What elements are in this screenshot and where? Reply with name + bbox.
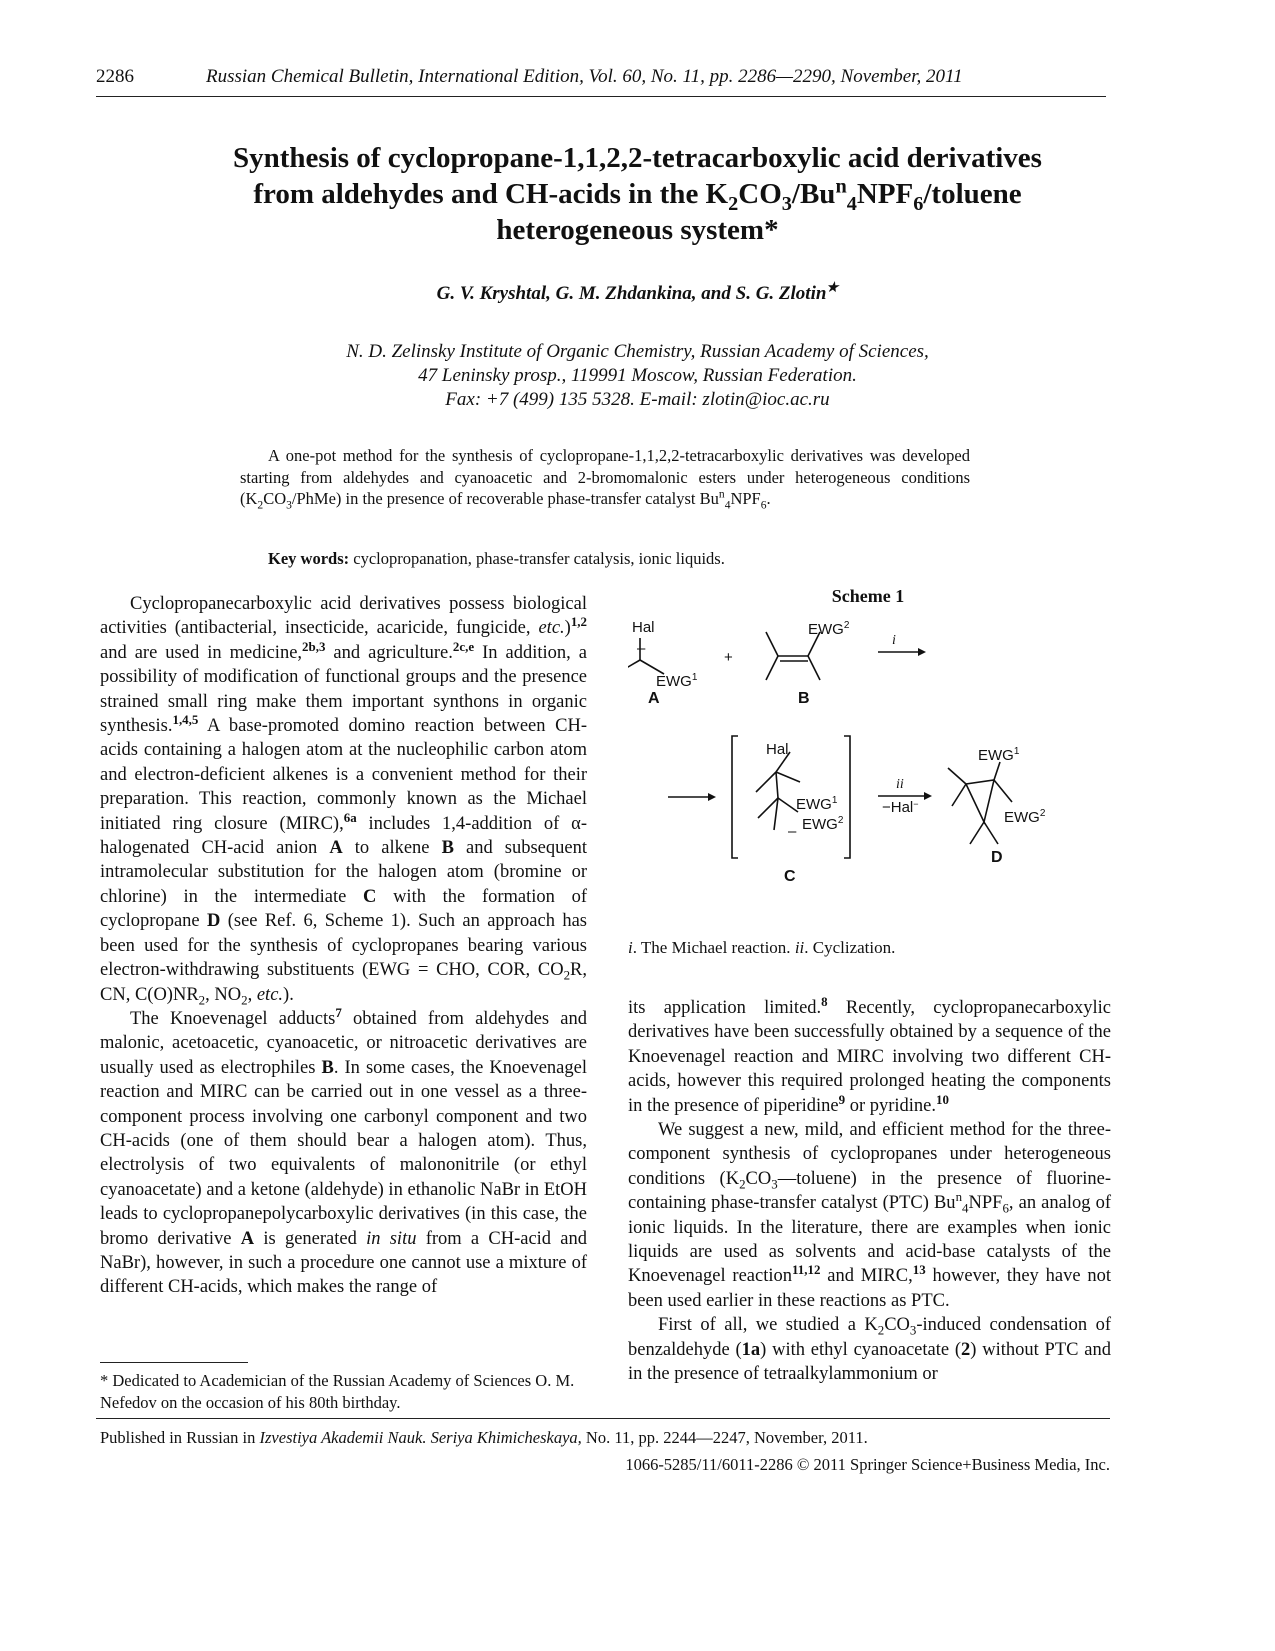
label-hal: Hal xyxy=(632,619,655,636)
journal-citation: Russian Chemical Bulletin, International Edition, Vol. 60, No. 11, pp. 2286—2290, November, 2011 xyxy=(206,66,963,87)
compound-label-a: A xyxy=(648,690,660,707)
step-i-label: i xyxy=(892,633,896,648)
cyclopropane-ring xyxy=(966,780,994,822)
published-note: Published in Russian in Izvestiya Akademii Nauk. Seriya Khimicheskaya, No. 11, pp. 2244—2247, November, 2011. xyxy=(100,1428,868,1447)
minus-hal-label: −Hal− xyxy=(882,799,919,816)
label-ewg2: EWG$^2$ xyxy=(808,620,850,638)
copyright-line: 1066-5285/11/6011-2286 © 2011 Springer Science+Business Media, Inc. xyxy=(625,1455,1110,1474)
abstract: A one-pot method for the synthesis of cyclopropane-1,1,2,2-tetracarboxylic derivatives was developed starting from aldehydes and cyanoacetic and 2-bromomalonic esters under heterogeneous conditions $(K_2CO_3/PhMe)$ in the presence of recoverable phase-transfer catalyst $Bu^n_4NPF_6$. xyxy=(240,446,970,512)
plus-sign: + xyxy=(724,649,733,666)
arrow-head xyxy=(708,793,716,801)
compound-label-d: D xyxy=(991,849,1003,866)
bond xyxy=(970,822,984,844)
author-list: G. V. Kryshtal, G. M. Zhdankina, and S. G. Zlotin★ xyxy=(436,279,839,304)
bond xyxy=(778,798,798,812)
paragraph: The Knoevenagel adducts$^7$ obtained from aldehydes and malonic, acetoacetic, cyanoacetic, or nitroacetic derivatives are usually used as electrophiles B. In some cases, the Knoevenagel reaction and MIRC can be carried out in one vessel as a three-component process involving one carbonyl component and two CH-acids (one of them should bear a halogen atom). Thus, electrolysis of two equivalents of malononitrile (or ethyl cyanoacetate) and a ketone (aldehyde) in ethanolic NaBr in EtOH leads to cyclopropanepolycarboxylic derivatives (in this case, the bromo derivative A is generated in situ from a CH-acid and NaBr), however, in such a procedure one cannot use a mixture of different CH-acids, which makes the range of xyxy=(100,1004,587,1298)
charge-minus: – xyxy=(788,823,797,840)
bond xyxy=(948,768,966,784)
label-ewg1: EWG$^1$ xyxy=(796,795,838,813)
label-ewg1: EWG$^1$ xyxy=(978,746,1020,764)
bond xyxy=(640,660,664,674)
bond xyxy=(952,784,966,806)
bracket-right xyxy=(844,736,850,858)
label-ewg1: EWG$^1$ xyxy=(656,672,698,690)
bond xyxy=(758,798,778,818)
label-ewg2: EWG$^2$ xyxy=(802,815,844,833)
label-ewg2: EWG$^2$ xyxy=(1004,808,1046,826)
paragraph: its application limited.$^8$ Recently, cyclopropanecarboxylic derivatives have been successfully obtained by a sequence of the Knoevenagel reaction and MIRC involving two different CH-acids, however this required prolonged heating the components in the presence of piperidine$^9$ or pyridine.$^{10}$ xyxy=(628,993,1111,1116)
bond xyxy=(776,772,778,798)
title-line-3: heterogeneous system* xyxy=(496,214,779,246)
paragraph: First of all, we studied a $K_2CO_3$-induced condensation of benzaldehyde (1a) with ethyl cyanoacetate (2) without PTC and in the presence of tetraalkylammonium or xyxy=(628,1315,1111,1385)
scheme-caption: i. The Michael reaction. ii. Cyclization. xyxy=(628,938,896,957)
bond xyxy=(766,632,778,656)
bond xyxy=(774,798,778,830)
left-column xyxy=(100,592,587,1300)
title-line-1: Synthesis of cyclopropane-1,1,2,2-tetracarboxylic acid derivatives xyxy=(233,142,1042,174)
title-line-2: from aldehydes and CH-acids in the $K_2CO_3/Bu^n_4NPF_6$/toluene xyxy=(253,175,1022,215)
arrow-head xyxy=(924,792,932,800)
right-column xyxy=(628,993,1112,1387)
scheme-title: Scheme 1 xyxy=(831,586,905,606)
bond xyxy=(766,656,778,680)
bond xyxy=(994,780,1012,802)
affiliation-line: N. D. Zelinsky Institute of Organic Chemistry, Russian Academy of Sciences, xyxy=(346,341,929,362)
scheme-1 xyxy=(628,586,1108,966)
page-number: 2286 xyxy=(96,66,134,87)
bond xyxy=(994,762,1000,780)
bond xyxy=(776,772,800,782)
compound-label-b: B xyxy=(798,690,810,707)
label-hal: Hal xyxy=(766,741,789,758)
keywords: Key words: cyclopropanation, phase-transfer catalysis, ionic liquids. xyxy=(268,549,725,568)
arrow-head xyxy=(918,648,926,656)
paragraph: Cyclopropanecarboxylic acid derivatives possess biological activities (antibacterial, insecticide, acaricide, fungicide, etc.)$^{1,2}$ and are used in medicine,$^{2b,3}$ and agriculture.$^{2c,e}$ In addition, a possibility of modification of functional groups and the presence strained small ring make them important synthons in organic synthesis.$^{1,4,5}$ A base-promoted domino reaction between CH-acids containing a halogen atom at the nucleophilic carbon atom and electron-deficient alkenes is a convenient method for their preparation. This reaction, commonly known as the Michael initiated ring closure (MIRC),$^{6a}$ includes 1,4-addition of α-halogenated CH-acid anion A to alkene B and subsequent intramolecular substitution for the halogen atom (bromine or chlorine) in the intermediate C with the formation of cyclopropane D (see Ref. 6, Scheme 1). Such an approach has been used for the synthesis of cyclopropanes bearing various electron-withdrawing substituents (EWG = CHO, COR, $CO_2R$, CN, $C(O)NR_2$, $NO_2$, etc.). xyxy=(100,594,587,1008)
step-ii-label: ii xyxy=(896,777,904,792)
reaction-scheme-drawing xyxy=(628,586,1108,926)
affiliation xyxy=(100,340,1175,412)
affiliation-line: Fax: +7 (499) 135 5328. E-mail: zlotin@ioc.ac.ru xyxy=(445,389,830,410)
bracket-left xyxy=(732,736,738,858)
running-head xyxy=(96,66,1106,97)
charge-minus: – xyxy=(637,640,646,657)
article-title xyxy=(100,140,1175,248)
compound-label-c: C xyxy=(784,868,796,885)
bond xyxy=(756,772,776,792)
affiliation-line: 47 Leninsky prosp., 119991 Moscow, Russian Federation. xyxy=(418,365,857,386)
footer-rule xyxy=(96,1418,1110,1419)
bond xyxy=(628,660,640,674)
paragraph: We suggest a new, mild, and efficient method for the three-component synthesis of cyclopropanes under heterogeneous conditions $(K_2CO_3—toluene)$ in the presence of fluorine-containing phase-transfer catalyst (PTC) $Bu^n_4NPF_6$, an analog of ionic liquids. In the literature, there are examples when ionic liquids are used as solvents and acid-base catalysts of the Knoevenagel reaction$^{11,12}$ and MIRC,$^{13}$ however, they have not been used earlier in these reactions as PTC. xyxy=(628,1120,1112,1311)
bond xyxy=(808,656,820,680)
footnote-rule xyxy=(100,1362,248,1363)
footnote: * Dedicated to Academician of the Russian Academy of Sciences O. M. Nefedov on the occasion of his 80th birthday. xyxy=(100,1371,575,1412)
bond xyxy=(984,822,998,844)
